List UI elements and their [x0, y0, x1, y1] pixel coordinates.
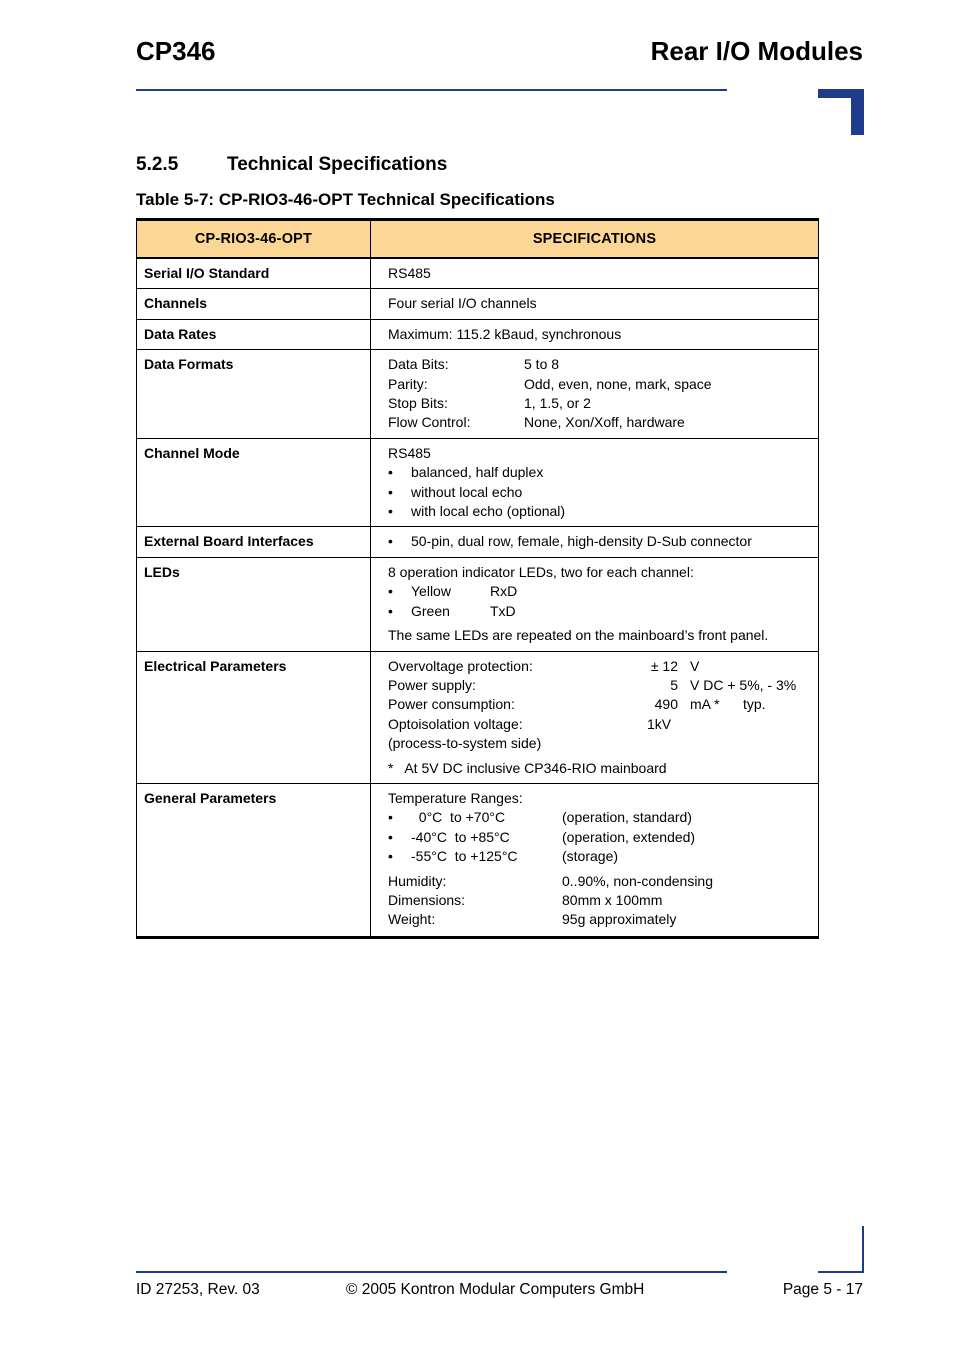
footer-copyright: © 2005 Kontron Modular Computers GmbH	[346, 1281, 645, 1298]
row-value	[371, 557, 819, 651]
gen-key: Weight:	[388, 911, 436, 928]
elec-key: Power consumption:	[388, 696, 515, 713]
elec-unit: mA *	[690, 696, 720, 713]
elec-key: Overvoltage protection:	[388, 657, 533, 674]
bullet-icon: •	[388, 602, 393, 619]
elec-key: Optoisolation voltage:	[388, 715, 523, 732]
row-value	[371, 438, 819, 527]
gen-key: Dimensions:	[388, 891, 466, 908]
row-value	[371, 783, 819, 937]
led-signal: RxD	[490, 583, 518, 600]
col-header-specs: SPECIFICATIONS	[371, 220, 819, 259]
bullet-icon: •	[388, 809, 393, 826]
table-row	[137, 350, 819, 439]
row-label: Data Formats	[137, 350, 371, 439]
col-header-module: CP-RIO3-46-OPT	[137, 220, 371, 259]
corner-mark-bottom-vertical	[862, 1226, 864, 1273]
row-label: Channels	[137, 289, 371, 319]
bullet-icon: •	[388, 828, 393, 845]
mode-bullet: balanced, half duplex	[411, 464, 544, 481]
elec-number: 490	[654, 696, 678, 713]
bullet-icon: •	[388, 483, 393, 500]
bullet-icon: •	[388, 464, 393, 481]
format-key: Parity:	[388, 375, 428, 392]
row-value: Maximum: 115.2 kBaud, synchronous	[371, 319, 819, 349]
row-label: Channel Mode	[137, 438, 371, 527]
row-label: Serial I/O Standard	[137, 258, 371, 289]
bullet-icon: •	[388, 848, 393, 865]
table-row	[137, 319, 819, 349]
mode-intro: RS485	[388, 444, 431, 461]
mode-bullet: without local echo	[411, 483, 523, 500]
section-number: 5.2.5	[136, 154, 179, 175]
table-row	[137, 289, 819, 319]
gen-key: Humidity:	[388, 872, 447, 889]
header-rule	[136, 89, 727, 91]
temp-range: 0°C to +70°C	[411, 809, 506, 826]
format-key: Data Bits:	[388, 356, 449, 373]
footer-page-number: Page 5 - 17	[782, 1281, 863, 1298]
header-product: CP346	[136, 36, 216, 66]
leds-intro: 8 operation indicator LEDs, two for each channel:	[388, 563, 694, 580]
gen-value: 80mm x 100mm	[562, 891, 663, 908]
ext-bullet: 50-pin, dual row, female, high-density D-Sub connector	[411, 533, 752, 550]
gen-value: 95g approximately	[562, 911, 677, 928]
row-value: Four serial I/O channels	[371, 289, 819, 319]
elec-number: 1kV	[647, 715, 672, 732]
format-value: Odd, even, none, mark, space	[524, 375, 712, 392]
format-value: 1, 1.5, or 2	[524, 395, 591, 412]
row-label: Electrical Parameters	[137, 651, 371, 783]
header-chapter: Rear I/O Modules	[650, 36, 863, 66]
table-row	[137, 527, 819, 557]
row-value	[371, 350, 819, 439]
section-title: Technical Specifications	[227, 154, 448, 175]
temp-desc: (storage)	[562, 848, 619, 865]
format-key: Stop Bits:	[388, 395, 448, 412]
elec-number: ± 12	[650, 657, 678, 674]
row-label: General Parameters	[137, 783, 371, 937]
table-row	[137, 651, 819, 783]
gen-value: 0..90%, non-condensing	[562, 872, 713, 889]
elec-number: 5	[670, 676, 678, 693]
row-value	[371, 527, 819, 557]
row-label: LEDs	[137, 557, 371, 651]
elec-unit: V	[690, 657, 700, 674]
table-caption: Table 5-7: CP-RIO3-46-OPT Technical Specifications	[136, 190, 555, 209]
elec-key: Power supply:	[388, 676, 476, 693]
section-heading	[136, 154, 447, 176]
led-color: Yellow	[411, 583, 451, 600]
corner-mark-top-vertical	[851, 89, 864, 135]
row-value	[371, 651, 819, 783]
table-row	[137, 557, 819, 651]
led-color: Green	[411, 602, 450, 619]
temp-range: -55°C to +125°C	[411, 848, 518, 865]
gen-intro: Temperature Ranges:	[388, 789, 523, 806]
footer-rule	[136, 1271, 727, 1273]
temp-range: -40°C to +85°C	[411, 828, 510, 845]
elec-extra-line: (process-to-system side)	[388, 735, 542, 752]
table-row	[137, 783, 819, 937]
format-value: None, Xon/Xoff, hardware	[524, 414, 685, 431]
format-key: Flow Control:	[388, 414, 471, 431]
corner-mark-bottom	[818, 1271, 864, 1273]
mode-bullet: with local echo (optional)	[411, 503, 566, 520]
row-value: RS485	[371, 258, 819, 289]
elec-unit: V DC + 5%, - 3%	[690, 676, 797, 693]
bullet-icon: •	[388, 503, 393, 520]
elec-unit	[678, 715, 760, 734]
temp-desc: (operation, extended)	[562, 828, 696, 845]
leds-note: The same LEDs are repeated on the mainboard’s front panel.	[388, 627, 769, 644]
spec-table	[136, 218, 819, 939]
format-value: 5 to 8	[524, 356, 560, 373]
row-label: Data Rates	[137, 319, 371, 349]
footer-doc-id: ID 27253, Rev. 03	[136, 1281, 260, 1298]
table-row	[137, 258, 819, 289]
temp-desc: (operation, standard)	[562, 809, 692, 826]
row-label: External Board Interfaces	[137, 527, 371, 557]
led-signal: TxD	[490, 602, 516, 619]
elec-footnote: * At 5V DC inclusive CP346-RIO mainboard	[388, 759, 667, 776]
bullet-icon: •	[388, 583, 393, 600]
bullet-icon: •	[388, 533, 393, 550]
table-row	[137, 438, 819, 527]
elec-extra: typ.	[743, 696, 766, 713]
